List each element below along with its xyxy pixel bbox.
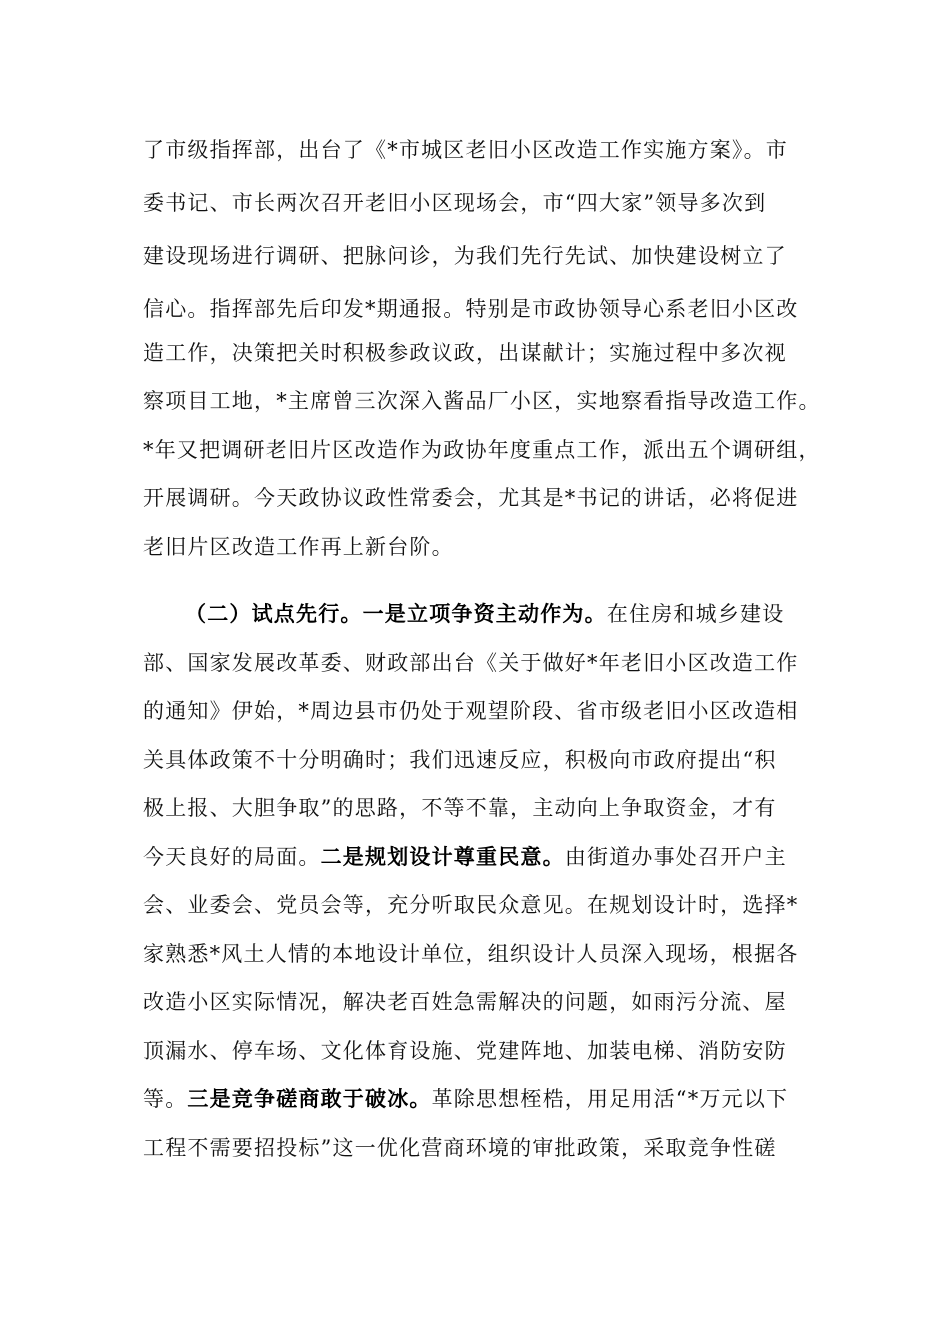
- text-run: 等。: [143, 1087, 188, 1111]
- paragraph2-line-1: [185, 594, 823, 634]
- text-run: 由街道办事处召开户主: [564, 845, 787, 869]
- paragraph1-line-1: 了市级指挥部，出台了《*市城区老旧小区改造工作实施方案》。市: [143, 138, 788, 162]
- paragraph2-line-11: [143, 1079, 823, 1119]
- paragraph1-line-9: 老旧片区改造工作再上新台阶。: [143, 535, 454, 559]
- paragraph2-line-4: 关具体政策不十分明确时；我们迅速反应，积极向市政府提出“积: [143, 748, 777, 772]
- paragraph2-line-3: 的通知》伊始，*周边县市仍处于观望阶段、省市级老旧小区改造相: [143, 699, 799, 723]
- paragraph2-line-12: 工程不需要招投标”这一优化营商环境的审批政策，采取竞争性磋: [143, 1136, 777, 1160]
- paragraph1-line-2: 委书记、市长两次召开老旧小区现场会，市“四大家”领导多次到: [143, 191, 767, 215]
- paragraph1-line-7: *年又把调研老旧片区改造作为政协年度重点工作，派出五个调研组，: [143, 438, 821, 462]
- text-run: 在住房和城乡建设: [606, 602, 785, 626]
- section-heading: （二）试点先行。一是立项争资主动作为。: [185, 601, 607, 626]
- paragraph2-line-7: 会、业委会、党员会等，充分听取民众意见。在规划设计时，选择*: [143, 893, 799, 917]
- paragraph2-line-2: 部、国家发展改革委、财政部出台《关于做好*年老旧小区改造工作: [143, 651, 799, 675]
- paragraph1-line-8: 开展调研。今天政协议政性常委会，尤其是*书记的讲话，必将促进: [143, 486, 799, 510]
- paragraph1-line-4: 信心。指挥部先后印发*期通报。特别是市政协领导心系老旧小区改: [143, 297, 799, 321]
- paragraph2-line-9: 改造小区实际情况，解决老百姓急需解决的问题，如雨污分流、屋: [143, 990, 787, 1014]
- paragraph1-line-3: 建设现场进行调研、把脉问诊，为我们先行先试、加快建设树立了: [143, 244, 787, 268]
- paragraph1-line-6: 察项目工地，*主席曾三次深入酱品厂小区，实地察看指导改造工作。: [143, 389, 821, 413]
- text-run: 今天良好的局面。: [143, 845, 321, 869]
- paragraph2-line-10: 顶漏水、停车场、文化体育设施、党建阵地、加装电梯、消防安防: [143, 1039, 787, 1063]
- subheading-competition: 三是竞争磋商敢于破冰。: [187, 1086, 432, 1111]
- paragraph2-line-5: 极上报、大胆争取”的思路，不等不靠，主动向上争取资金，才有: [143, 796, 777, 820]
- paragraph2-line-8: 家熟悉*风土人情的本地设计单位，组织设计人员深入现场，根据各: [143, 942, 799, 966]
- text-run: 革除思想桎梏，用足用活“*万元以下: [431, 1087, 789, 1111]
- paragraph2-line-6: [143, 837, 823, 877]
- subheading-planning: 二是规划设计尊重民意。: [320, 844, 565, 869]
- paragraph1-line-5: 造工作，决策把关时积极参政议政，出谋献计；实施过程中多次视: [143, 341, 787, 365]
